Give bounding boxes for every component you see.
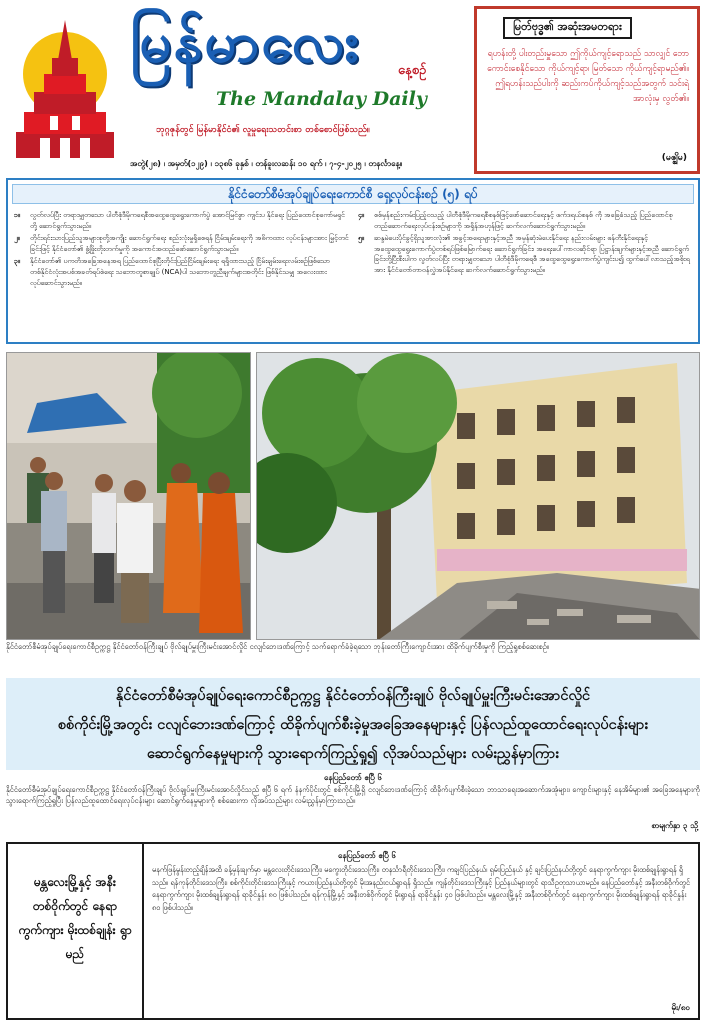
programme-item [14,210,349,231]
programme-item [358,210,693,231]
weather-dateline: နေပြည်တော် ဧပြီ ၆ [338,851,397,860]
story-dateline: နေပြည်တော် ဧပြီ ၆ [323,773,383,782]
teaching-source: (မဇ္ဈိမ) [661,153,687,163]
news-photo-damage [256,352,700,640]
masthead [6,6,468,174]
weather-box [6,842,700,1020]
issue-info: အတွဲ(၂၈) ၊ အမှတ်(၁၂၉) ၊ ၁၃၈၆ ခုနှစ် ၊ တန်ခူးလဆန်း ၁၀ ရက် ၊ ၇-၄-၂၀၂၅ ၊ တနင်္လာနေ့။ [130,159,403,168]
weather-sign: မိုး/၈၀ [671,1003,690,1012]
weather-forecast-text: မနက်ဖြန်မွန်းတည့်ချိန်အထိ ခန့်မှန်းချက်မှာ မန္တလေးတိုင်းဒေသကြီး၊ မကွေးတိုင်းဒေသကြီး၊ တနင်္သာရီတိုင်းဒေသကြီး၊ ကချင်ပြည်နယ်၊ ရှမ်းပြည်နယ် နှင့် ချင်းပြည်နယ်တို့တွင် နေရာကွက်ကျား မိုးထစ်ချုန်းရွာရန် ရှိသည်။ ရန်ကုန်တိုင်းဒေသကြီး၊ စစ်ကိုင်းတိုင်းဒေသကြီးနှင့် ကယားပြည်နယ်တို့တွင် မိုးအနည်းငယ်ရွာရန် ရှိသည်။ ကျန်တိုင်းဒေသကြီးနှင့် ပြည်နယ်များတွင် ရာသီဥတုသာယာမည်။ နေပြည်တော်နှင့် အနီးတစ်ဝိုက်တွင် နေရာကွက်ကျား မိုးထစ်ချုန်းရွာရန် ရာခိုင်နှုန်း ၈၀ ဖြစ်ပါသည်။ ရန်ကုန်မြို့နှင့် အနီးတစ်ဝိုက်တွင် မိုးရွာရန် ရာခိုင်နှုန်း ၄၀ ဖြစ်ပါသည်။ မန္တလေးမြို့နှင့် အနီးတစ်ဝိုက်တွင် နေရာကွက်ကျား မိုးထစ်ချုန်းရွာရန် ရာခိုင်နှုန်း ၈၀ ဖြစ်ပါသည်။ [152,865,691,912]
programme-item-number: ၃။ [14,257,21,266]
weather-title: မန္တလေးမြို့နှင့် အနီးတစ်ဝိုက်တွင် နေရာကွက်ကျား မိုးထစ်ချုန်း ရွာမည် [18,875,132,961]
pagoda-logo-icon [10,12,120,162]
continued-link[interactable]: စာမျက်နှာ ၃ သို့ [651,821,698,830]
newspaper-title-english: The Mandalay Daily [216,88,427,110]
programme-column-right [358,210,693,278]
teaching-title: မြတ်ဗုဒ္ဓ၏ အဆုံးအမတရား [503,17,632,39]
photo-damaged-building [257,353,700,640]
newspaper-title: မြန်မာလေး [130,9,361,75]
photo-officials-monks [7,353,251,640]
programme-item-number: ၄။ [358,211,365,219]
headline-line-1: နိုင်ငံတော်စီမံအုပ်ချုပ်ရေးကောင်စီဥက္ကဋ္ဌ နိုင်ငံတော်ဝန်ကြီးချုပ် ဗိုလ်ချုပ်မှူးကြီးမင်းအောင်လှိုင် [115,688,591,704]
headline-line-3: ဆောင်ရွက်နေမှုများကို သွားရောက်ကြည့်ရှု၍ လိုအပ်သည်များ လမ်းညွှန်မှာကြား [147,746,559,762]
newspaper-subtitle: နေ့စဉ် [398,63,427,78]
programme-item-text: တိုင်းရင်းသားပြည်သူအများစုတို့အကျိုး ဆောင်ရွက်ရေး စည်းလုံးမှုရှိစေရန် ငြိမ်းချမ်းရေးကို အဓိကထား လုပ်ငန်းများအား မြှင့်တင်ခြင်းဖြင့် နိုင်ငံတော်၏ ဖွံ့ဖြိုးတိုးတက်မှုကို အကောင်အထည်ဖော်ဆောင်ရွက်သွားမည်။ [30,234,349,253]
programme-title: နိုင်ငံတော်စီမံအုပ်ချုပ်ရေးကောင်စီ ရှေ့လုပ်ငန်းစဉ် (၅) ရပ် [12,184,694,204]
programme-item-text: နိုင်ငံတော်၏ ပကတိအခြေအနေအရ ပြည်ထောင်စုပြီးတိုင်းပြည်ငြိမ်းချမ်းရေး ရရှိထားသည့် ငြိမ်းချမ်းရေးလမ်းစဉ်ဖြစ်သော တစ်နိုင်ငံလုံးအပစ်အခတ်ရပ်စဲရေး သဘောတူစာချုပ် (NCA)ပါ သဘောတူညီချက်များအတိုင်း ဖြစ်နိုင်သမျှ အလေးထား လုပ်ဆောင်သွားမည်။ [30,257,330,287]
tagline: ဘုဂ္ဂဇုန်တွင် မြန်မာနိုင်ငံ၏ လူမှုရေးသတင်းစာ တစ်စောင်ဖြစ်သည်။ [156,125,370,135]
programme-item [358,233,693,275]
teaching-body: ရဟန်းတို့ ပါးတည်းမှူသော ဤကိုယ်ကျင့်ရောသည် သာလျှင် ဘောကောင်းစေနိုင်သော ကိုယ်ကျင့်ရာ၊ မြတ်သော ကိုယ်ကျင့်ရာမည်၏။ ဤရဟန်းသည်ပါးကို ဆည်းကပ်ကိုယ်ကျင့်သည်အတွက် သင်းရဲအာလုံးမှ လွတ်၏။ [487,49,689,104]
programme-item-text: လွတ်လပ်ပြီး တရားမျှတသော ပါတီစုံဒီမိုကရေစီအထွေထွေရွေးကောက်ပွဲ အောင်မြင်စွာ ကျင်းပ နိုင်ရေး ပြည်ထောင်စုကော်မရှင်တို့ ဆောင်ရွက်သွားမည်။ [30,211,345,230]
programme-box [6,178,700,344]
story-body: နိုင်ငံတော်စီမံအုပ်ချုပ်ရေးကောင်စီဥက္ကဋ္ဌ နိုင်ငံတော်ဝန်ကြီးချုပ် ဗိုလ်ချုပ်မှူးကြီးမင်းအောင်လှိုင်သည် ဧပြီ ၆ ရက် နံနက်ပိုင်းတွင် စစ်ကိုင်းမြို့ရှိ ငလျင်ဘေးဒဏ်ကြောင့် ထိခိုက်ပျက်စီးခဲ့သော ဘာသာရေးအဆောက်အအုံများ၊ ကျောင်းများနှင့် နေအိမ်များ၏ အခြေအနေများကို သွားရောက်ကြည့်ရှုပြီး ပြန်လည်ထူထောင်ရေးလုပ်ငန်းများ ဆောင်ရွက်နေမှုများကို စစ်ဆေးကာ လိုအပ်သည်များ လမ်းညွှန်မှာကြားသည်။ [6,785,700,805]
programme-column-left [14,210,349,290]
programme-item-number: ၂။ [14,234,20,243]
news-photo-visit [6,352,251,640]
programme-item [14,233,349,254]
programme-item-number: ၁။ [14,211,21,219]
programme-item [14,256,349,288]
programme-item-text: စစ်မှန်စည်းကမ်းပြည့်ဝသည့် ပါတီစုံဒီမိုကရေစီစနစ်ဖြင့်ဖော်ဆောင်ရေးနှင့် ဖက်ဒရယ်စနစ် ကို အခြေခံသည့် ပြည်ထောင်စုတည်ဆောက်ရေးလုပ်ငန်းစဉ်များကို အရှိန်အဟုန်ဖြင့် ဆက်လက်ဆောင်ရွက်သွားမည်။ [374,211,673,230]
programme-item-text: ဆန္ဒမဲပေးပိုင်ခွင့်ရှိသူအားလုံး၏ အခွင့်အရေးများနှင့်အညီ အမှန်ဆုံးမဲပေးနိုင်ရေး နည်းလမ်းများ ဖန်တီးနိုင်ရေးနှင့် အထွေထွေရွေးကောက်ပွဲတစ်ရပ်ဖြစ်မြောက်ရေး ဆောင်ရွက်ခြင်း၊ အရေးပေါ်ကာလဆိုင်ရာ ပြဋ္ဌာန်းချက်များနှင့်အညီ ဆောင်ရွက်ခြင်းတို့ပြီးစီးပါက လွတ်လပ်ပြီး တရားမျှတသော ပါတီစုံဒီမိုကရေစီ အထွေထွေရွေးကောက်ပွဲကျင်းပ၍ ထွက်ပေါ်လာသည့်အစိုးရအား နိုင်ငံတော်တာဝန်လွှဲအပ်နိုင်ရေး ဆက်လက်ဆောင်ရွက်သွားမည်။ [374,234,690,274]
headline-line-2: စစ်ကိုင်းမြို့အတွင်း ငလျင်ဘေးဒဏ်ကြောင့် ထိခိုက်ပျက်စီးခဲ့မှုအခြေအနေများနှင့် ပြန်လည်ထူထောင်ရေးလုပ်ငန်းများ [57,717,649,733]
main-headline [6,678,700,770]
weather-divider [142,844,144,1018]
programme-item-number: ၅။ [358,234,365,243]
photo-caption: နိုင်ငံတော်စီမံအုပ်ချုပ်ရေးကောင်စီဥက္ကဋ္ဌ နိုင်ငံတော်ဝန်ကြီးချုပ် ဗိုလ်ချုပ်မှူးကြီးမင်းအောင်လှိုင် ငလျင်ဘေးဒဏ်ကြောင့် သက်ရောက်ခံခဲ့ရသော ဘုန်းတော်ကြီးကျောင်းအား ထိခိုက်ပျက်စီးမှုကို ကြည့်ရှုစစ်ဆေးစဉ်။ [6,642,550,651]
teaching-box [474,6,700,174]
